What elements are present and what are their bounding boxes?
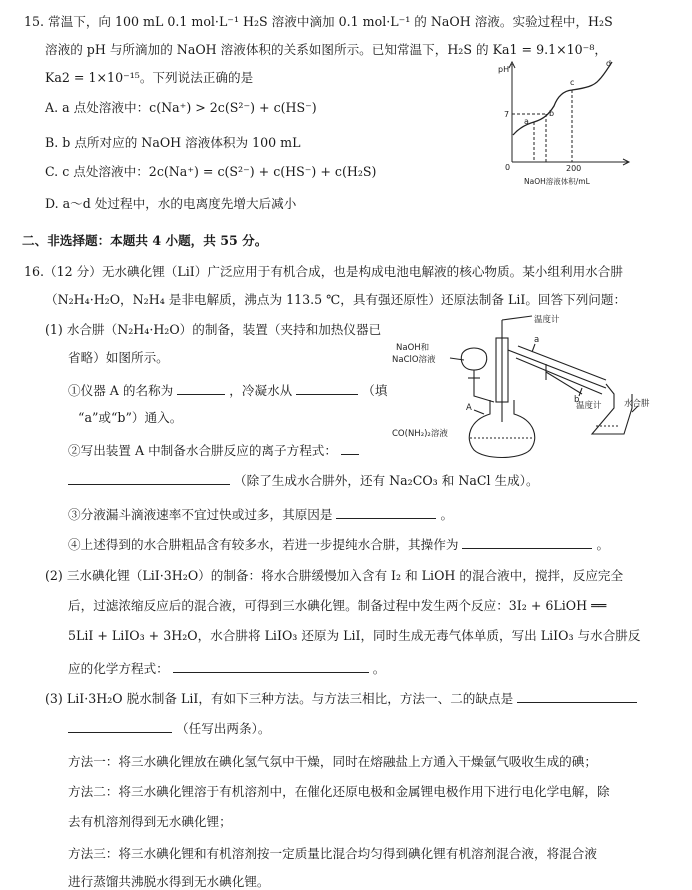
tick-7: 7 [504,110,510,119]
q16-part2-line3: 5LiI + LiIO₃ + 3H₂O，水合肼将 LiIO₃ 还原为 LiI，同时生成无毒气体单质，写出 LiIO₃ 与水合肼反 [68,628,641,643]
dropping-funnel [461,348,486,370]
q1-mid: ，冷凝水从 [229,383,293,398]
method-2-line1: 方法二：将三水碘化锂溶于有机溶剂中，在催化还原电极和金属锂电极作用下进行电化学电解，除 [68,784,610,799]
point-c-label: c [570,78,575,87]
reagent-leader [450,358,464,360]
q15-option-a: A. a 点处溶液中：c(Na⁺) > 2c(S²⁻) + c(HS⁻) [45,100,317,115]
q1-end: （填 [362,383,388,398]
q15-option-c: C. c 点处溶液中：2c(Na⁺) = c(S²⁻) + c(HS⁻) + c(H₂S) [45,164,377,179]
q15-stem-line1: 15. 常温下，向 100 mL 0.1 mol·L⁻¹ H₂S 溶液中滴加 0.1 mol·L⁻¹ 的 NaOH 溶液。实验过程中，H₂S [24,14,613,29]
method-2-line2: 去有机溶剂得到无水碘化锂； [68,814,232,829]
cooling-water-inlet-blank[interactable] [296,382,358,395]
q16-part3-line1 [45,690,637,707]
drawbacks-blank-cont[interactable] [68,720,172,733]
label-thermometer-side: 温度计 [576,401,602,411]
q16-stem-line2: （N₂H₄·H₂O，N₂H₄ 是非电解质，沸点为 113.5 ℃，具有强还原性）还原法制备 LiI。回答下列问题： [45,292,627,307]
condenser-inner-tube [508,350,606,388]
q4-prefix: ④上述得到的水合肼粗品含有较多水，若进一步提纯水合肼，其操作为 [68,537,459,552]
s3-note: （任写出两条）。 [176,721,271,736]
label-a-leader [474,410,484,414]
funnel-tube [474,386,494,402]
q3-prefix: ③分液漏斗滴液速率不宜过快或过多，其原因是 [68,507,333,522]
q16-stem-line1: 16.（12 分）无水碘化锂（LiI）广泛应用于有机合成，也是构成电池电解液的核心物质。某小组利用水合肼 [24,264,623,279]
origin-label: 0 [505,163,511,172]
apparatus-diagram [392,310,660,460]
point-d-label: d [606,59,612,68]
method-3-line2: 进行蒸馏共沸脱水得到无水碘化锂。 [68,874,270,889]
ph-titration-graph [494,58,644,188]
point-b-label: b [549,109,555,118]
q16-part1-q2-cont [68,472,539,489]
purification-operation-blank[interactable] [462,536,592,549]
q16-part1-q1 [68,382,387,399]
q16-part3-line2 [68,720,270,737]
q16-part2-line4 [68,660,385,677]
q3-end: 。 [440,507,454,522]
inlet-a-stub [532,344,535,352]
q15-option-b: B. b 点所对应的 NaOH 溶液体积为 100 mL [45,135,301,150]
tick-200: 200 [566,164,582,173]
ionic-equation-blank[interactable] [68,472,230,485]
q16-part1-q1-cont: “a”或“b”）通入。 [78,410,183,425]
q15-stem-line2: 溶液的 pH 与所滴加的 NaOH 溶液体积的关系如图所示。已知常温下，H₂S 的 Ka1 = 9.1×10⁻⁸， [45,42,607,57]
q15-stem-line3: Ka2 = 1×10⁻¹⁵。下列说法正确的是 [45,70,254,85]
q16-part1-intro-cont: 省略）如图所示。 [68,350,169,365]
q16-part1-q2 [68,442,359,459]
x-axis-label: NaOH溶液体积/mL [524,177,590,186]
label-inlet-a: a [534,335,540,345]
chemical-equation-blank[interactable] [173,660,369,673]
q4-end: 。 [596,537,610,552]
label-instrument-a: A [466,403,472,413]
drawbacks-blank[interactable] [517,690,637,703]
s2-end: 。 [372,661,386,676]
q15-option-d: D. a～d 处过程中，水的电离度先增大后减小 [45,196,297,211]
q16-part1-intro: (1) 水合肼（N₂H₄·H₂O）的制备，装置（夹持和加热仪器已 [45,322,382,337]
label-reagents-line1: NaOH和 [396,343,430,353]
drip-rate-reason-blank[interactable] [336,506,436,519]
method-3-line1: 方法三：将三水碘化锂和有机溶剂按一定质量比混合均匀得到碘化锂有机溶剂混合液，将混合液 [68,846,597,861]
thermometer-top-leader [502,316,532,320]
s2-prefix: 应的化学方程式： [68,661,169,676]
label-thermometer-top: 温度计 [534,315,560,325]
label-reagents-line2: NaClO溶液 [392,355,436,365]
method-1: 方法一：将三水碘化锂放在碘化氢气氛中干燥，同时在熔融盐上方通入干燥氩气吸收生成的碘； [68,754,597,769]
q16-part2-line1: (2) 三水碘化锂（LiI·3H₂O）的制备：将水合肼缓慢加入含有 I₂ 和 LiOH 的混合液中，搅拌，反应完全 [45,568,624,583]
s3-prefix: (3) LiI·3H₂O 脱水制备 LiI，有如下三种方法。与方法三相比，方法一、二的缺点是 [45,691,514,706]
label-urea-solution: CO(NH₂)₂溶液 [392,429,448,439]
q2-note: （除了生成水合肼外，还有 Na₂CO₃ 和 NaCl 生成）。 [234,473,539,488]
y-axis-label: pH [498,65,510,74]
instrument-a-answer-blank[interactable] [177,382,225,395]
q2-prefix: ②写出装置 A 中制备水合肼反应的离子方程式： [68,443,337,458]
point-a-label: a [524,117,529,126]
q16-part1-q4 [68,536,609,553]
q1-prefix: ①仪器 A 的名称为 [68,383,174,398]
section-2-heading: 二、非选择题：本题共 4 小题，共 55 分。 [22,233,268,248]
label-hydrazine-hydrate: 水合肼 [624,399,650,409]
ionic-equation-blank-start[interactable] [341,442,359,455]
q16-part2-line2: 后，过滤浓缩反应后的混合液，可得到三水碘化锂。制备过程中发生两个反应：3I₂ + 6LiOH ══ [68,598,607,613]
label-inlet-b: b [574,395,580,405]
q16-part1-q3 [68,506,453,523]
